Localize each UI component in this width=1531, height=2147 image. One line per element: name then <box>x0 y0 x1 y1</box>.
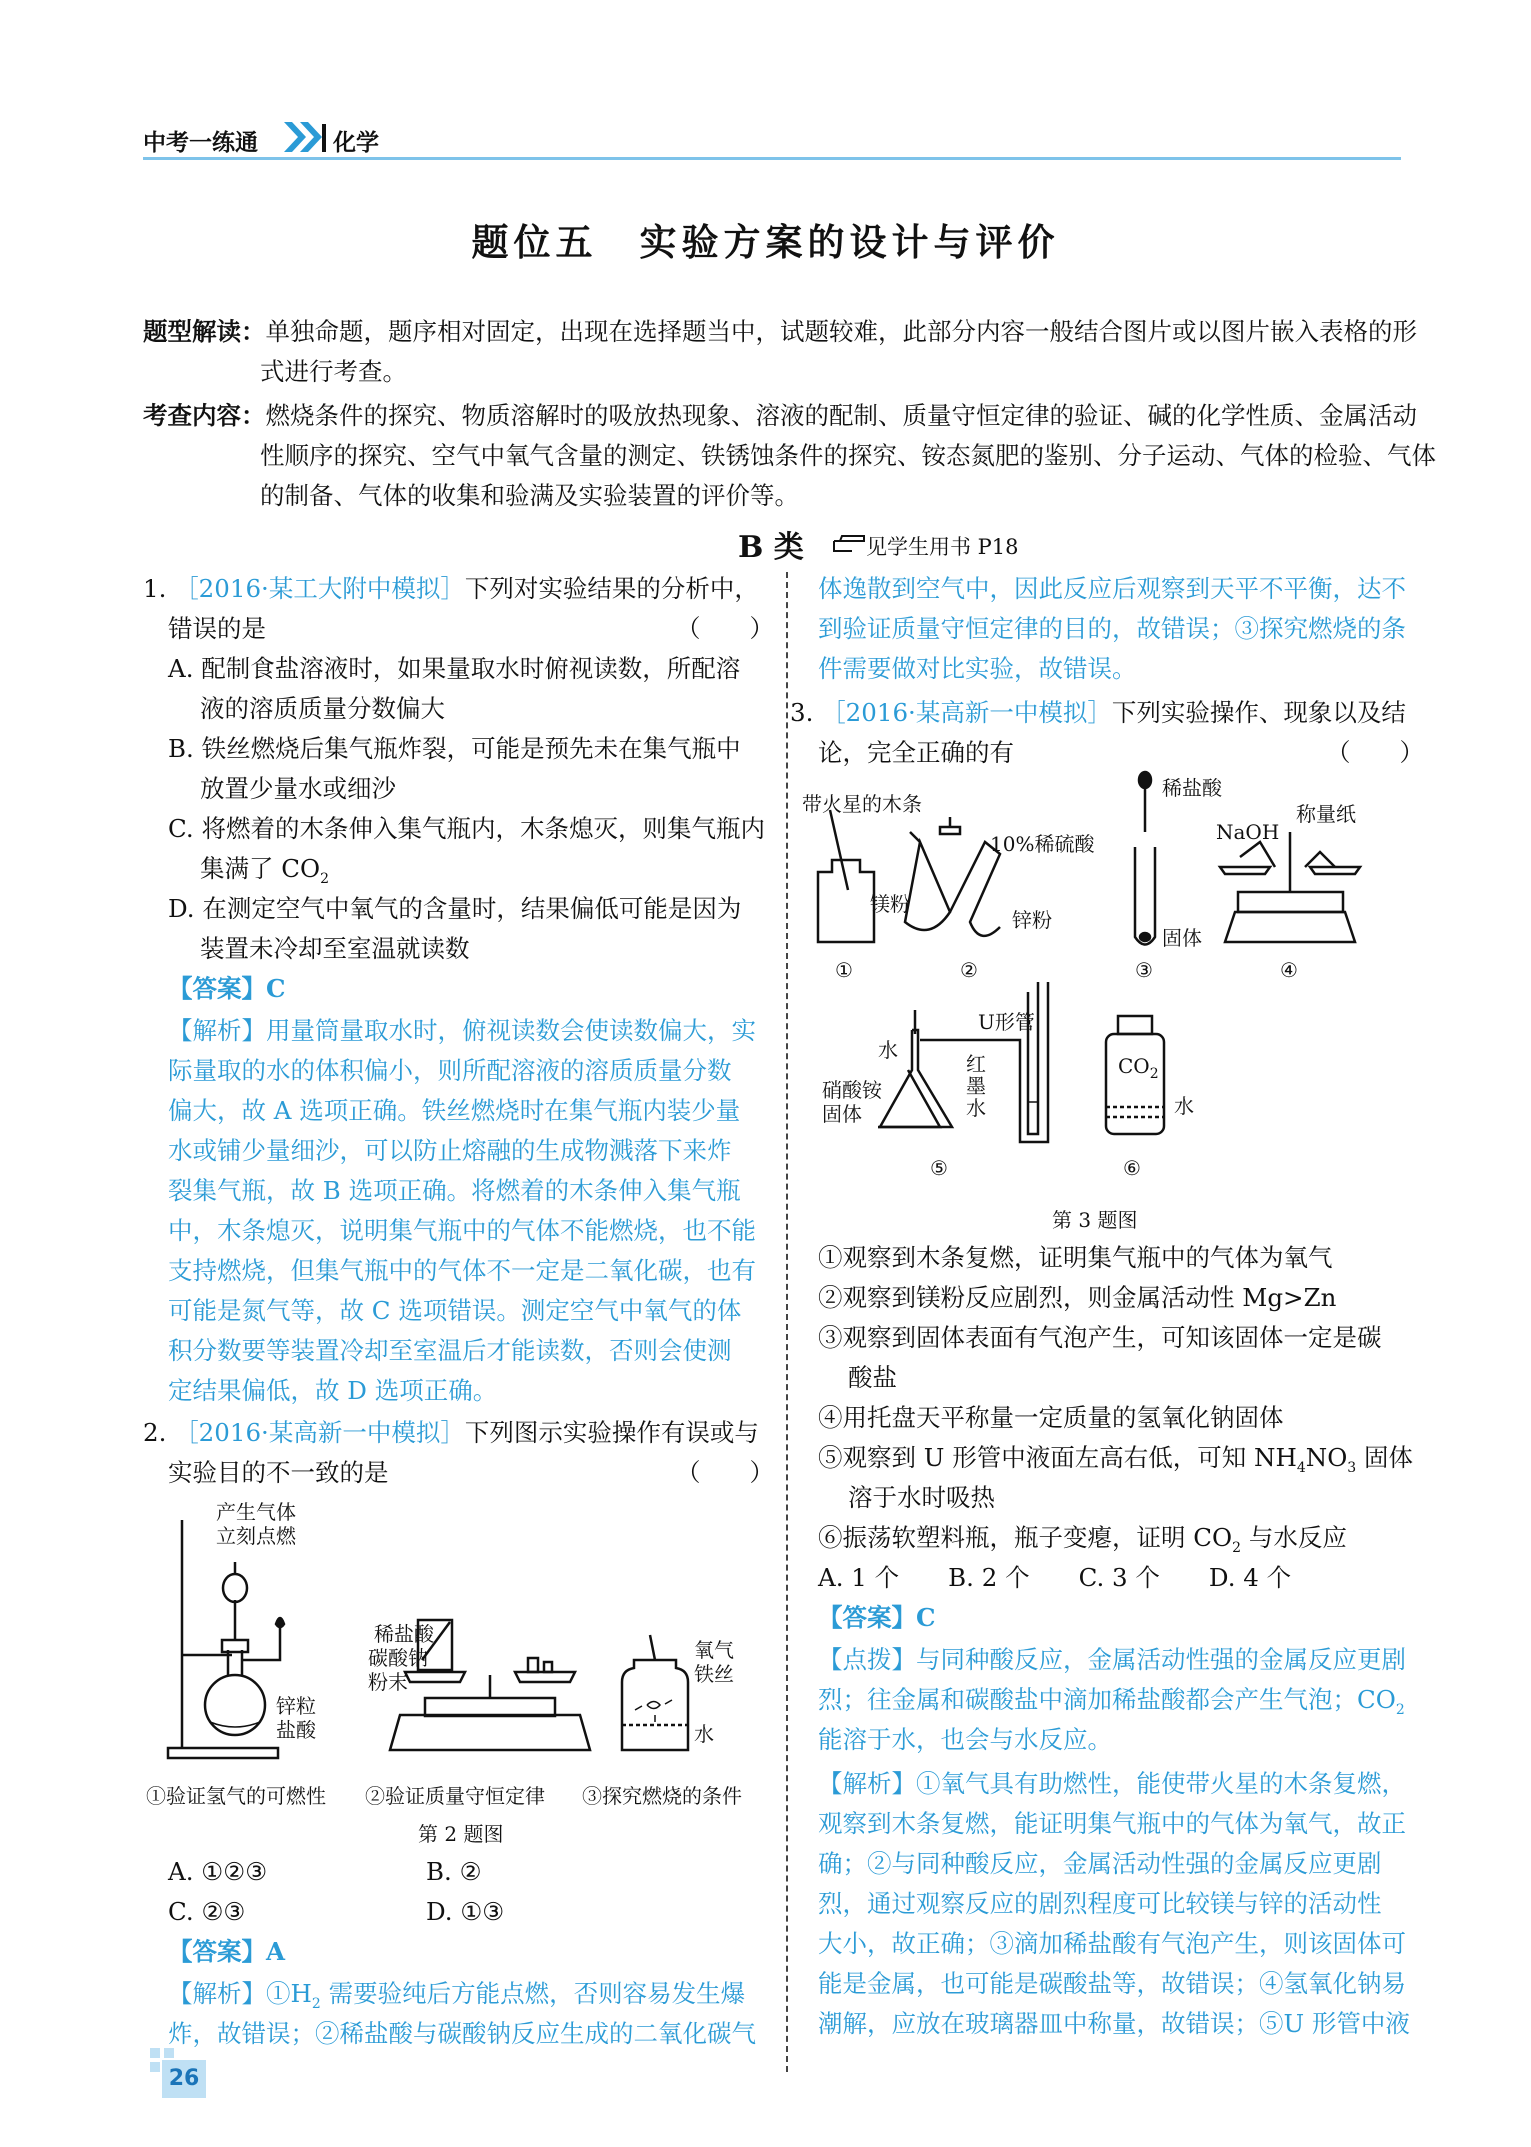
q3-label-zn: 锌粉 <box>1012 908 1052 932</box>
q2-stem-text: 下列图示实验操作有误或与 <box>464 1418 759 1447</box>
q2-explain-r2: 到验证质量守恒定律的目的，故错误；③探究燃烧的条 <box>818 614 1406 643</box>
q3-statement-3b: 酸盐 <box>848 1363 897 1392</box>
q1-option-a-1: A. 配制食盐溶液时，如果量取水时俯视读数，所配溶 <box>168 654 741 683</box>
q2-label-powder: 粉末 <box>368 1670 408 1694</box>
q3-bracket: （ ） <box>1326 738 1424 767</box>
intro-label-type: 题型解读： <box>143 317 266 346</box>
q1-explain-2: 际量取的水的体积偏小，则所配溶液的溶质质量分数 <box>168 1056 732 1085</box>
q2-bracket: （ ） <box>676 1458 774 1487</box>
intro-label-content: 考查内容： <box>143 401 266 430</box>
q3-tip-1: 【点拨】与同种酸反应，金属活动性强的金属反应更剧 <box>818 1645 1406 1674</box>
q3-statement-2: ②观察到镁粉反应剧烈，则金属活动性 Mg>Zn <box>818 1283 1337 1312</box>
q2-caption-1: ①验证氢气的可燃性 <box>146 1784 326 1808</box>
q1-answer: 【答案】C <box>168 974 286 1003</box>
q3-statement-5c: 固体 <box>1356 1443 1413 1472</box>
q3-num-4: ④ <box>1280 958 1298 982</box>
q3-explain-7: 潮解，应放在玻璃器皿中称量，故错误；⑤U 形管中液 <box>818 2009 1410 2038</box>
intro-line-5: 的制备、气体的收集和验满及实验装置的评价等。 <box>260 481 799 510</box>
q3-label-water3: 水 <box>1174 1094 1194 1118</box>
q3-explain-4: 烈，通过观察反应的剧烈程度可比较镁与锌的活动性 <box>818 1889 1382 1918</box>
q1-option-c-1: C. 将燃着的木条伸入集气瓶内，木条熄灭，则集气瓶内 <box>168 814 765 843</box>
q3-statement-1: ①观察到木条复燃，证明集气瓶中的气体为氧气 <box>818 1243 1333 1272</box>
header-subject: 化学 <box>333 130 379 156</box>
q1-option-d-1: D. 在测定空气中氧气的含量时，结果偏低可能是因为 <box>168 894 742 923</box>
q3-statement-6a: ⑥振荡软塑料瓶，瓶子变瘪，证明 CO <box>818 1523 1233 1552</box>
q2-label-na2co3: 碳酸钠 <box>368 1646 428 1670</box>
q2-label-water: 水 <box>694 1722 714 1746</box>
q3-statement-6b: 与水反应 <box>1241 1523 1347 1552</box>
q3-explain-6: 能是金属，也可能是碳酸盐等，故错误；④氢氧化钠易 <box>818 1969 1406 1998</box>
q2-answer: 【答案】A <box>168 1937 286 1966</box>
q1-explain-4: 水或铺少量细沙，可以防止熔融的生成物溅落下来炸 <box>168 1136 732 1165</box>
q1-option-c-2: 集满了 $CO_2$ <box>200 854 330 887</box>
q3-label-co2: $CO_2$ <box>1118 1054 1159 1082</box>
q3-label-h2so4: 10%稀硫酸 <box>990 832 1095 856</box>
page-title: 题位五 实验方案的设计与评价 <box>471 220 1060 264</box>
q1-option-c-text: 集满了 CO <box>200 854 321 883</box>
q3-label-utube: U形管 <box>978 1010 1035 1034</box>
q3-label-ink: 墨 <box>966 1074 986 1098</box>
q3-tip-3: 能溶于水，也会与水反应。 <box>818 1725 1112 1754</box>
q2-explain-r3: 件需要做对比实验，故错误。 <box>818 654 1137 683</box>
q1-explain-10: 定结果偏低，故 D 选项正确。 <box>168 1376 498 1405</box>
q2-explain-2: 炸，故错误；②稀盐酸与碳酸钠反应生成的二氧化碳气 <box>168 2019 756 2048</box>
header-chevron-icon <box>280 118 328 162</box>
q1-stem-2: 错误的是 <box>168 614 266 643</box>
header-divider <box>322 124 326 152</box>
q1-option-b-1: B. 铁丝燃烧后集气瓶炸裂，可能是预先未在集气瓶中 <box>168 734 741 763</box>
q3-num-2: ② <box>960 958 978 982</box>
q2-stem-1 <box>143 1413 759 1453</box>
header-book: 中考一练通 <box>143 130 258 156</box>
q3-label-nh4no3: 硝酸铵 <box>822 1078 882 1102</box>
q1-option-b-2: 放置少量水或细沙 <box>200 774 396 803</box>
header-rule <box>143 157 1401 160</box>
q2-stem-2: 实验目的不一致的是 <box>168 1458 389 1487</box>
q1-option-a-2: 液的溶质质量分数偏大 <box>200 694 445 723</box>
q3-source: ［2016·某高新一中模拟］ <box>821 698 1112 727</box>
q3-label-co2-text: CO <box>1118 1054 1150 1078</box>
q3-answer: 【答案】C <box>818 1603 936 1632</box>
q1-explain-7: 支持燃烧，但集气瓶中的气体不一定是二氧化碳，也有 <box>168 1256 756 1285</box>
q3-statement-6: ⑥振荡软塑料瓶，瓶子变瘪，证明 $CO_2$ 与水反应 <box>818 1523 1347 1556</box>
q3-num-6: ⑥ <box>1123 1156 1141 1180</box>
q2-label-o2: 氧气 <box>694 1638 734 1662</box>
q3-explain-2: 观察到木条复燃，能证明集气瓶中的气体为氧气，故正 <box>818 1809 1406 1838</box>
q2-option-c: C. ②③ <box>168 1897 246 1926</box>
q1-explain-8: 可能是氮气等，故 C 选项错误。测定空气中氧气的体 <box>168 1296 742 1325</box>
q3-label-paper: 称量纸 <box>1296 802 1356 826</box>
q3-explain-1: 【解析】①氧气具有助燃性，能使带火星的木条复燃， <box>818 1769 1406 1798</box>
q2-explain-r1: 体逸散到空气中，因此反应后观察到天平不平衡，达不 <box>818 574 1406 603</box>
q2-option-a: A. ①②③ <box>168 1857 268 1886</box>
q2-label-ignite: 立刻点燃 <box>216 1524 296 1548</box>
intro-line-1 <box>143 312 1417 352</box>
section-ref: 见学生用书 P18 <box>866 535 1019 559</box>
q3-statement-4: ④用托盘天平称量一定质量的氢氧化钠固体 <box>818 1403 1284 1432</box>
q1-explain-5: 裂集气瓶，故 B 选项正确。将燃着的木条伸入集气瓶 <box>168 1176 741 1205</box>
q3-stem-text: 下列实验操作、现象以及结 <box>1111 698 1406 727</box>
page-number-decor <box>150 2048 160 2058</box>
q3-tip-2-text: 烈；往金属和碳酸盐中滴加稀盐酸都会产生气泡；CO <box>818 1685 1396 1714</box>
q2-caption-3: ③探究燃烧的条件 <box>582 1784 742 1808</box>
q2-option-b: B. ② <box>426 1857 482 1886</box>
q3-explain-3: 确；②与同种酸反应，金属活动性强的金属反应更剧 <box>818 1849 1382 1878</box>
q2-figure <box>160 1500 760 1770</box>
q3-statement-5a: ⑤观察到 U 形管中液面左高右低，可知 NH <box>818 1443 1297 1472</box>
q3-figure-title: 第 3 题图 <box>1052 1208 1138 1232</box>
q1-explain-9: 积分数要等装置冷却至室温后才能读数，否则会使测 <box>168 1336 732 1365</box>
q3-number: 3. <box>790 698 814 727</box>
column-divider <box>786 572 788 2072</box>
q1-source: ［2016·某工大附中模拟］ <box>174 574 465 603</box>
q3-label-splint: 带火星的木条 <box>802 792 922 816</box>
intro-line-3 <box>143 396 1417 436</box>
page-number: 26 <box>162 2060 206 2098</box>
q3-label-hcl: 稀盐酸 <box>1162 776 1222 800</box>
section-title: B 类 <box>738 530 804 565</box>
q3-stem-1 <box>790 693 1406 733</box>
intro-text-1: 单独命题，题序相对固定，出现在选择题当中，试题较难，此部分内容一般结合图片或以图片嵌入表格的形 <box>265 317 1417 346</box>
q3-num-1: ① <box>835 958 853 982</box>
pointing-hand-icon <box>832 532 866 561</box>
q3-options: A. 1 个 B. 2 个 C. 3 个 D. 4 个 <box>818 1563 1292 1592</box>
q2-figure-title: 第 2 题图 <box>418 1822 504 1846</box>
q2-caption-2: ②验证质量守恒定律 <box>365 1784 545 1808</box>
q2-source: ［2016·某高新一中模拟］ <box>174 1418 465 1447</box>
q3-tip-2: 烈；往金属和碳酸盐中滴加稀盐酸都会产生气泡；$CO_2$ <box>818 1685 1405 1718</box>
q3-label-water: 水 <box>878 1038 898 1062</box>
q3-label-water2: 水 <box>966 1096 986 1120</box>
q1-stem-text: 下列对实验结果的分析中， <box>464 574 759 603</box>
q1-number: 1. <box>143 574 167 603</box>
q3-label-solid: 固体 <box>1162 926 1202 950</box>
svg-text:.: . <box>790 749 798 778</box>
q3-num-3: ③ <box>1135 958 1153 982</box>
page-number-decor-2 <box>164 2048 174 2058</box>
q3-explain-5: 大小，故正确；③滴加稀盐酸有气泡产生，则该固体可 <box>818 1929 1406 1958</box>
q3-num-5: ⑤ <box>930 1156 948 1180</box>
q3-statement-5b: 溶于水时吸热 <box>848 1483 995 1512</box>
q1-explain-1: 【解析】用量筒量取水时，俯视读数会使读数偏大，实 <box>168 1016 756 1045</box>
intro-line-2: 式进行考查。 <box>260 357 407 386</box>
page-number-decor-3 <box>150 2062 160 2072</box>
q2-explain-1b: 需要验纯后方能点燃，否则容易发生爆 <box>320 1979 746 2008</box>
q2-option-d: D. ①③ <box>426 1897 505 1926</box>
q1-explain-3: 偏大，故 A 选项正确。铁丝燃烧时在集气瓶内装少量 <box>168 1096 741 1125</box>
q1-stem-1 <box>143 569 759 609</box>
q3-statement-3: ③观察到固体表面有气泡产生，可知该固体一定是碳 <box>818 1323 1382 1352</box>
q2-number: 2. <box>143 1418 167 1447</box>
q3-statement-5: ⑤观察到 U 形管中液面左高右低，可知 $NH_4NO_3$ 固体 <box>818 1443 1413 1476</box>
intro-text-3: 燃烧条件的探究、物质溶解时的吸放热现象、溶液的配制、质量守恒定律的验证、碱的化学性质、金属活动 <box>265 401 1417 430</box>
q3-label-red: 红 <box>966 1052 986 1076</box>
q2-explain-1: 【解析】$①H_2$ 需要验纯后方能点燃，否则容易发生爆 <box>168 1979 746 2012</box>
q2-label-gas: 产生气体 <box>216 1500 296 1524</box>
q1-option-d-2: 装置未冷却至室温就读数 <box>200 934 470 963</box>
q3-stem-2: 论，完全正确的有 <box>818 738 1014 767</box>
q3-label-naoh: NaOH <box>1216 820 1280 844</box>
q1-explain-6: 中，木条熄灭，说明集气瓶中的气体不能燃烧，也不能 <box>168 1216 756 1245</box>
q3-statement-5n: NO <box>1305 1443 1348 1472</box>
q2-label-zinc: 锌粒 <box>276 1694 316 1718</box>
q2-label-acid: 盐酸 <box>276 1718 316 1742</box>
q1-bracket: （ ） <box>676 614 774 643</box>
intro-line-4: 性顺序的探究、空气中氧气含量的测定、铁锈蚀条件的探究、铵态氮肥的鉴别、分子运动、气体的检验、气体 <box>260 441 1436 470</box>
q3-label-nh4-solid: 固体 <box>822 1102 862 1126</box>
q2-label-hcl: 稀盐酸 <box>374 1622 434 1646</box>
q2-label-fe: 铁丝 <box>694 1662 734 1686</box>
q3-label-mg: 镁粉 <box>870 892 910 916</box>
q2-explain-1a: 【解析】①H <box>168 1979 312 2008</box>
